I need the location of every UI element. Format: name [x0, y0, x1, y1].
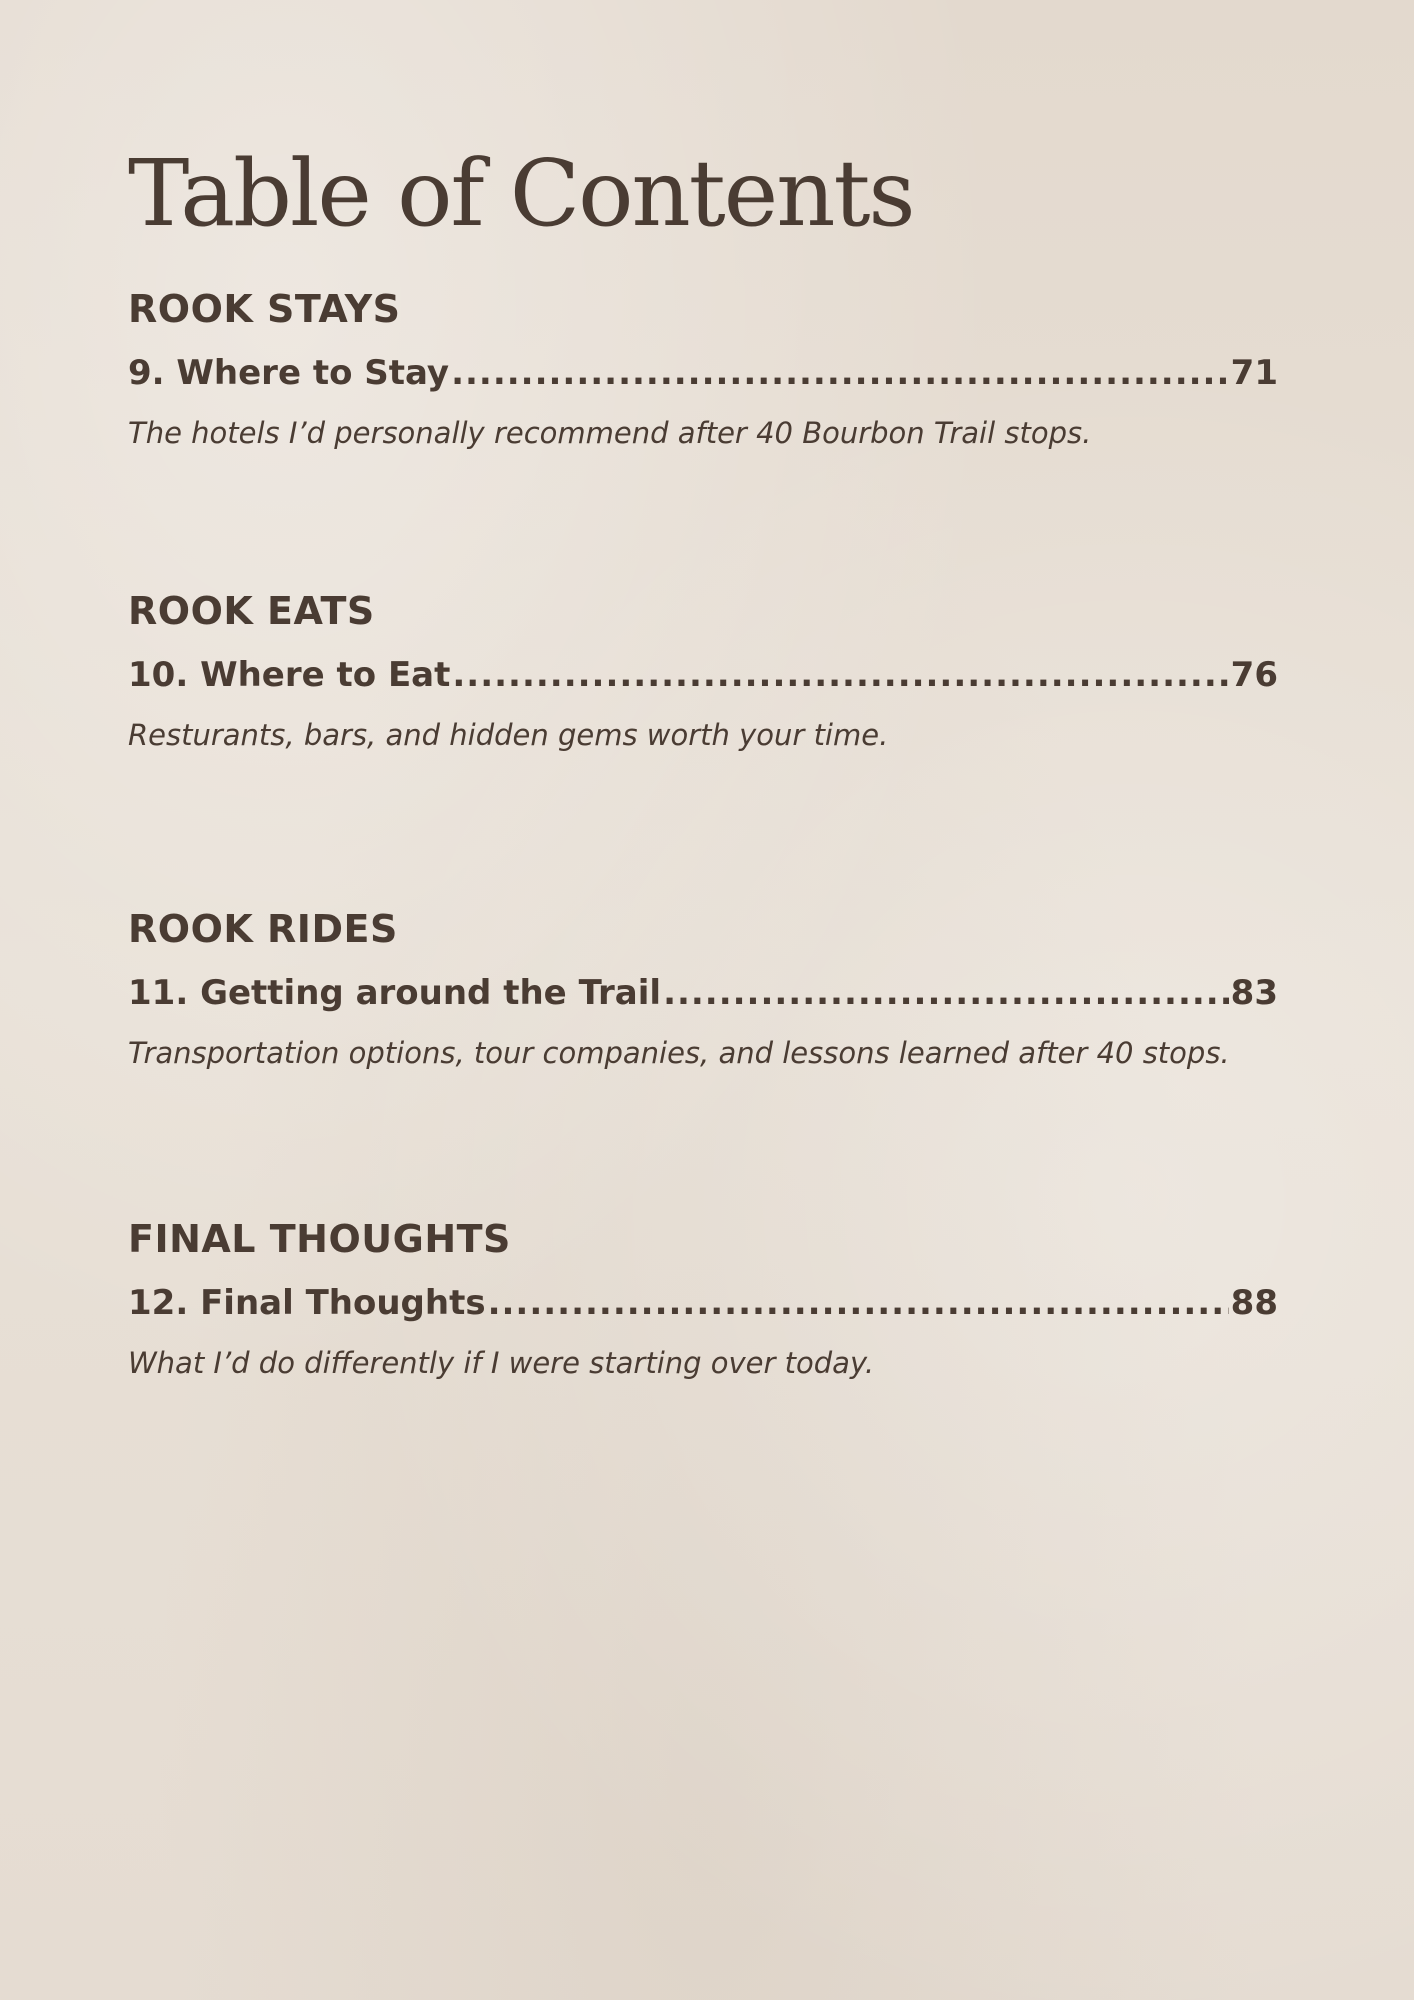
- entry-title: 11. Getting around the Trail: [128, 973, 662, 1013]
- page-number: 71: [1230, 353, 1278, 393]
- dot-leader: [663, 972, 1229, 1014]
- toc-section-rook-rides: [128, 906, 1278, 1080]
- toc-entry-final-thoughts[interactable]: [128, 1282, 1278, 1324]
- toc-section-final-thoughts: [128, 1216, 1278, 1390]
- section-heading: ROOK EATS: [128, 589, 375, 633]
- toc-entry-where-to-eat[interactable]: [128, 654, 1278, 696]
- toc-section-rook-stays: [128, 286, 1278, 460]
- dot-leader: [451, 352, 1229, 394]
- section-heading: FINAL THOUGHTS: [128, 1217, 511, 1261]
- entry-description: Transportation options, tour companies, and lessons learned after 40 stops.: [128, 1036, 1230, 1070]
- page-title: Table of Contents: [128, 140, 914, 247]
- page-number: 83: [1230, 973, 1278, 1013]
- page-number: 88: [1230, 1283, 1278, 1323]
- dot-leader: [488, 1282, 1229, 1324]
- section-heading: ROOK STAYS: [128, 287, 401, 331]
- entry-title: 10. Where to Eat: [128, 655, 451, 695]
- toc-section-rook-eats: [128, 588, 1278, 762]
- section-heading: ROOK RIDES: [128, 907, 398, 951]
- entry-description: What I’d do differently if I were starting over today.: [128, 1346, 875, 1380]
- entry-description: The hotels I’d personally recommend after 40 Bourbon Trail stops.: [128, 416, 1092, 450]
- page-number: 76: [1230, 655, 1278, 695]
- toc-entry-getting-around[interactable]: [128, 972, 1278, 1014]
- entry-description: Resturants, bars, and hidden gems worth your time.: [128, 718, 889, 752]
- dot-leader: [452, 654, 1228, 696]
- entry-title: 9. Where to Stay: [128, 353, 450, 393]
- entry-title: 12. Final Thoughts: [128, 1283, 486, 1323]
- toc-entry-where-to-stay[interactable]: [128, 352, 1278, 394]
